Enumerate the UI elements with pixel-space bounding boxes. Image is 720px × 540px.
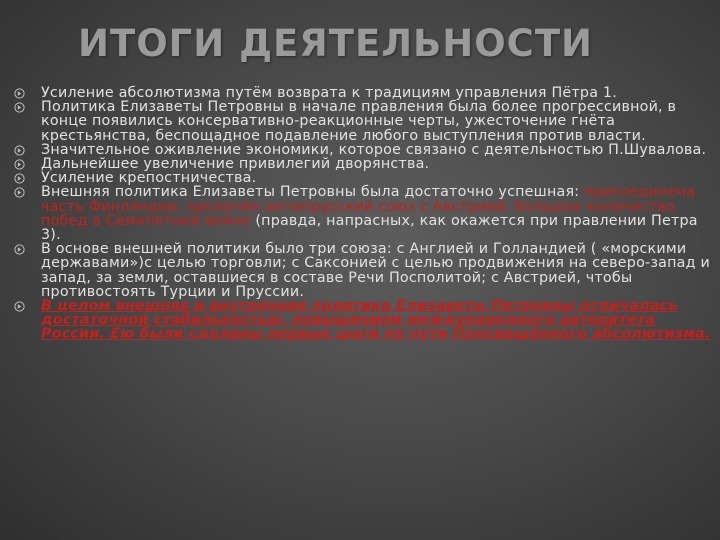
bullet-arrow-icon <box>14 102 25 113</box>
list-item <box>14 157 714 171</box>
item-text: Внешняя политика Елизаветы Петровны была достаточно успешная: <box>41 184 580 201</box>
list-item <box>14 185 714 242</box>
item-text-highlight: присоединена часть Финляндии, заключён антипрусский союз с Австрией, большое количество побед в Семилетней войне <box>41 184 695 229</box>
list-item <box>14 171 714 185</box>
bullet-arrow-icon <box>14 187 25 198</box>
list-item <box>14 100 714 143</box>
bullet-arrow-icon <box>14 173 25 184</box>
item-text: Дальнейшее увеличение привилегий дворянства. <box>41 156 430 173</box>
bullet-list <box>14 86 714 342</box>
list-item <box>14 242 714 299</box>
bullet-arrow-icon <box>14 88 25 99</box>
item-text-tail: (правда, напрасных, как окажется при правлении Петра 3). <box>41 212 698 244</box>
item-text: Усиление крепостничества. <box>41 170 257 187</box>
item-text: Политика Елизаветы Петровны в начале правления была более прогрессивной, в конце появились консервативно-реакционные черты, ужесточение гнёта крестьянства, беспощадное подавление любого выступления против власти. <box>41 99 677 144</box>
slide-title: ИТОГИ ДЕЯТЕЛЬНОСТИ <box>78 22 594 65</box>
bullet-arrow-icon <box>14 301 25 312</box>
bullet-arrow-icon <box>14 145 25 156</box>
list-item <box>14 299 714 342</box>
bullet-arrow-icon <box>14 244 25 255</box>
item-text: Усиление абсолютизма путём возврата к традициям управления Пётра 1. <box>41 85 617 101</box>
item-text: В основе внешней политики было три союза: с Англией и Голландией ( «морскими державами»)с целью торговли; с Саксонией с целью продвижения на северо-запад и запад, за земли, оставшиеся в составе Речи Посполитой; с Австрией, чтобы противостоять Турции и Пруссии. <box>41 241 710 300</box>
list-item <box>14 143 714 157</box>
item-text: Значительное оживление экономики, которое связано с деятельностью П.Шувалова. <box>41 141 707 158</box>
list-item <box>14 86 714 100</box>
item-text-conclusion: В целом внешняя и внутренняя политика Елизаветы Петровны отличалась достаточной стабильностью, повышением международного авторитета России. Ею были сделаны первые шаги по пути Просвещённого абсолютизма. <box>41 298 711 343</box>
bullet-arrow-icon <box>14 159 25 170</box>
